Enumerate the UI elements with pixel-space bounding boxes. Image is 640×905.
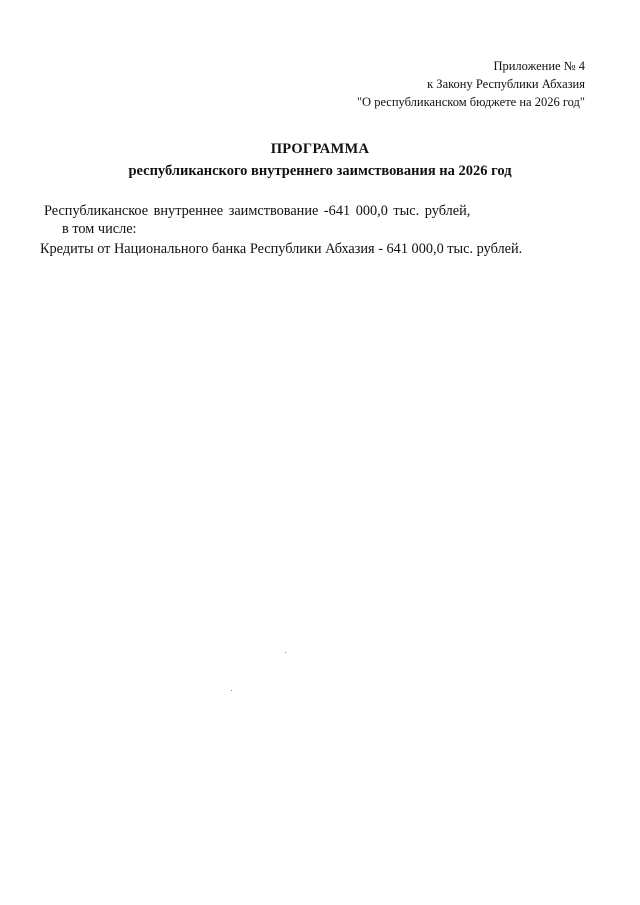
appendix-header <box>357 57 585 111</box>
appendix-number: Приложение № 4 <box>493 59 585 73</box>
including-label: в том числе: <box>62 221 137 237</box>
scan-speck <box>231 690 232 691</box>
document-title <box>0 138 640 182</box>
scan-speck <box>285 652 286 653</box>
national-bank-credit-line: Кредиты от Национального банка Республики Абхазия - 641 000,0 тыс. рублей. <box>40 241 523 257</box>
title-subtitle: республиканского внутреннего заимствования на 2026 год <box>128 163 512 179</box>
appendix-law-reference: к Закону Республики Абхазия <box>427 77 585 91</box>
title-main: ПРОГРАММА <box>270 141 370 157</box>
appendix-law-title: "О республиканском бюджете на 2026 год" <box>356 95 585 109</box>
total-borrowing-line: Республиканское внутреннее заимствование -641 000,0 тыс. рублей, <box>44 203 471 219</box>
